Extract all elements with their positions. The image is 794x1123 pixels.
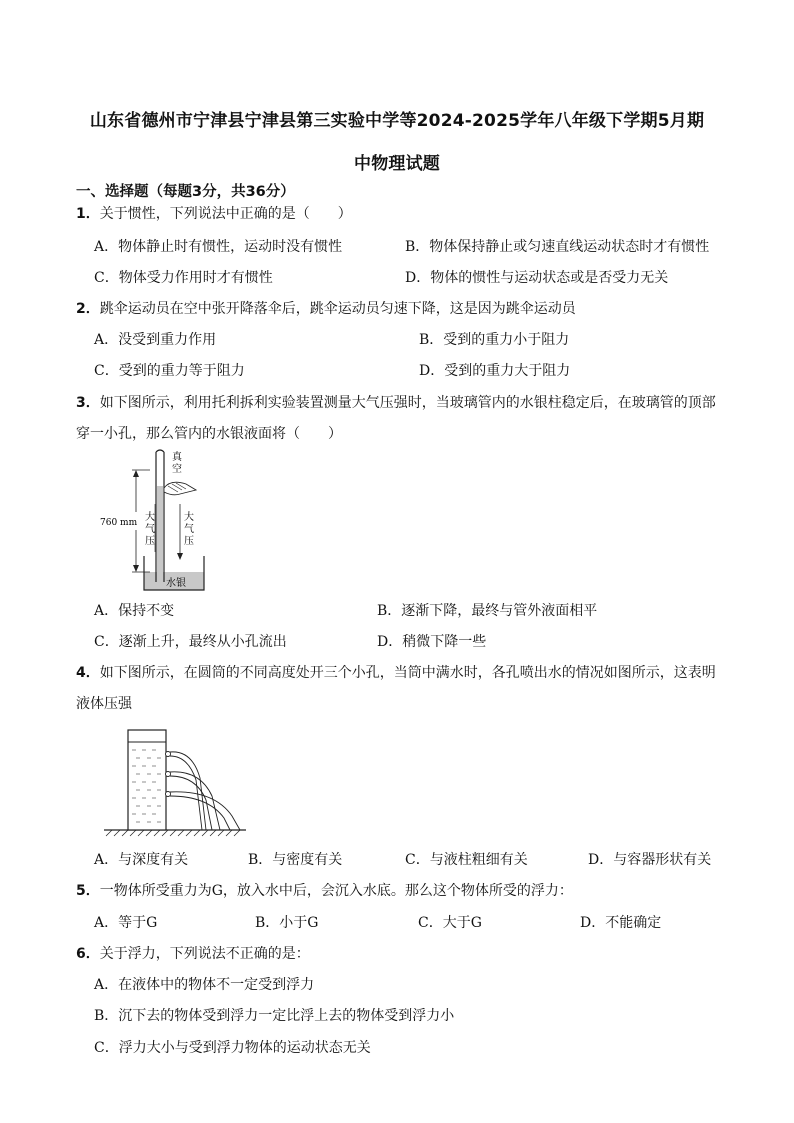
atm-left-label: 气 <box>145 524 155 535</box>
question-number: 2． <box>76 301 100 317</box>
q2-option-a: A．没受到重力作用 <box>94 332 217 348</box>
q6-option-a: A．在液体中的物体不一定受到浮力 <box>94 977 315 993</box>
q4-option-b: B．与密度有关 <box>248 852 343 868</box>
hole-middle <box>166 772 171 777</box>
q2-option-d: D．受到的重力大于阻力 <box>419 363 571 379</box>
question-3-stem-continued: 穿一小孔，那么管内的水银液面将（ ） <box>76 426 342 442</box>
question-stem: 一物体所受重力为G，放入水中后，会沉入水底。那么这个物体所受的浮力： <box>99 883 573 899</box>
q2-option-b: B．受到的重力小于阻力 <box>419 332 570 348</box>
q1-option-c: C．物体受力作用时才有惯性 <box>94 270 273 286</box>
question-stem: 如下图所示，利用托利拆利实验装置测量大气压强时，当玻璃管内的水银柱稳定后，在玻璃管的顶部 <box>99 395 716 411</box>
section-header: 一、选择题（每题3分，共36分） <box>76 184 295 200</box>
question-stem: 关于惯性，下列说法中正确的是（ ） <box>99 206 352 222</box>
atm-right-label: 压 <box>184 536 194 547</box>
q1-option-b: B．物体保持静止或匀速直线运动状态时才有惯性 <box>405 239 710 255</box>
cylinder <box>128 730 166 830</box>
q5-option-d: D．不能确定 <box>580 915 662 931</box>
mercury-column <box>157 486 163 572</box>
vacuum-label: 空 <box>172 464 182 475</box>
question-1 <box>76 204 352 224</box>
question-number: 6． <box>76 946 100 962</box>
height-label: 760 mm <box>100 518 138 528</box>
q1-option-a: A．物体静止时有惯性，运动时没有惯性 <box>94 239 343 255</box>
question-4-stem-continued: 液体压强 <box>76 696 132 712</box>
atm-left-label: 压 <box>145 536 155 547</box>
q6-option-c: C．浮力大小与受到浮力物体的运动状态无关 <box>94 1040 371 1056</box>
q5-option-b: B．小于G <box>255 915 319 931</box>
question-number: 4． <box>76 665 100 681</box>
atm-right-label: 气 <box>184 524 194 535</box>
question-number: 5． <box>76 883 100 899</box>
q2-option-c: C．受到的重力等于阻力 <box>94 363 245 379</box>
q5-option-a: A．等于G <box>94 915 158 931</box>
q4-option-d: D．与容器形状有关 <box>588 852 712 868</box>
q3-option-d: D．稍微下降一些 <box>377 634 487 650</box>
question-number: 1． <box>76 206 100 222</box>
question-2 <box>76 299 576 319</box>
q4-option-c: C．与液柱粗细有关 <box>405 852 528 868</box>
exam-title-line1: 山东省德州市宁津县宁津县第三实验中学等2024-2025学年八年级下学期5月期 <box>89 111 705 131</box>
q3-option-a: A．保持不变 <box>94 603 175 619</box>
hole-bottom <box>166 792 171 797</box>
exam-title-line2: 中物理试题 <box>354 154 440 174</box>
q5-option-c: C．大于G <box>418 915 482 931</box>
hole-top <box>166 752 171 757</box>
jet-middle <box>170 772 220 830</box>
question-stem: 关于浮力，下列说法不正确的是： <box>99 946 310 962</box>
water-jets-figure <box>100 726 250 840</box>
q6-option-b: B．沉下去的物体受到浮力一定比浮上去的物体受到浮力小 <box>94 1008 455 1024</box>
question-number: 3． <box>76 395 100 411</box>
atm-right-label: 大 <box>184 512 194 523</box>
question-5 <box>76 881 573 901</box>
question-stem: 如下图所示，在圆筒的不同高度处开三个小孔，当筒中满水时，各孔喷出水的情况如图所示，这表明 <box>99 665 716 681</box>
question-4 <box>76 663 716 683</box>
torricelli-figure <box>100 448 220 596</box>
q1-option-d: D．物体的惯性与运动状态或是否受力无关 <box>405 270 669 286</box>
q3-option-c: C．逐渐上升，最终从小孔流出 <box>94 634 287 650</box>
q4-option-a: A．与深度有关 <box>94 852 189 868</box>
question-stem: 跳伞运动员在空中张开降落伞后，跳伞运动员匀速下降，这是因为跳伞运动员 <box>99 301 576 317</box>
vacuum-label: 真 <box>172 452 182 463</box>
mercury-label: 水银 <box>166 578 186 589</box>
question-3 <box>76 393 716 413</box>
q3-option-b: B．逐渐下降，最终与管外液面相平 <box>377 603 598 619</box>
atm-left-label: 大 <box>145 512 155 523</box>
question-6 <box>76 944 310 964</box>
